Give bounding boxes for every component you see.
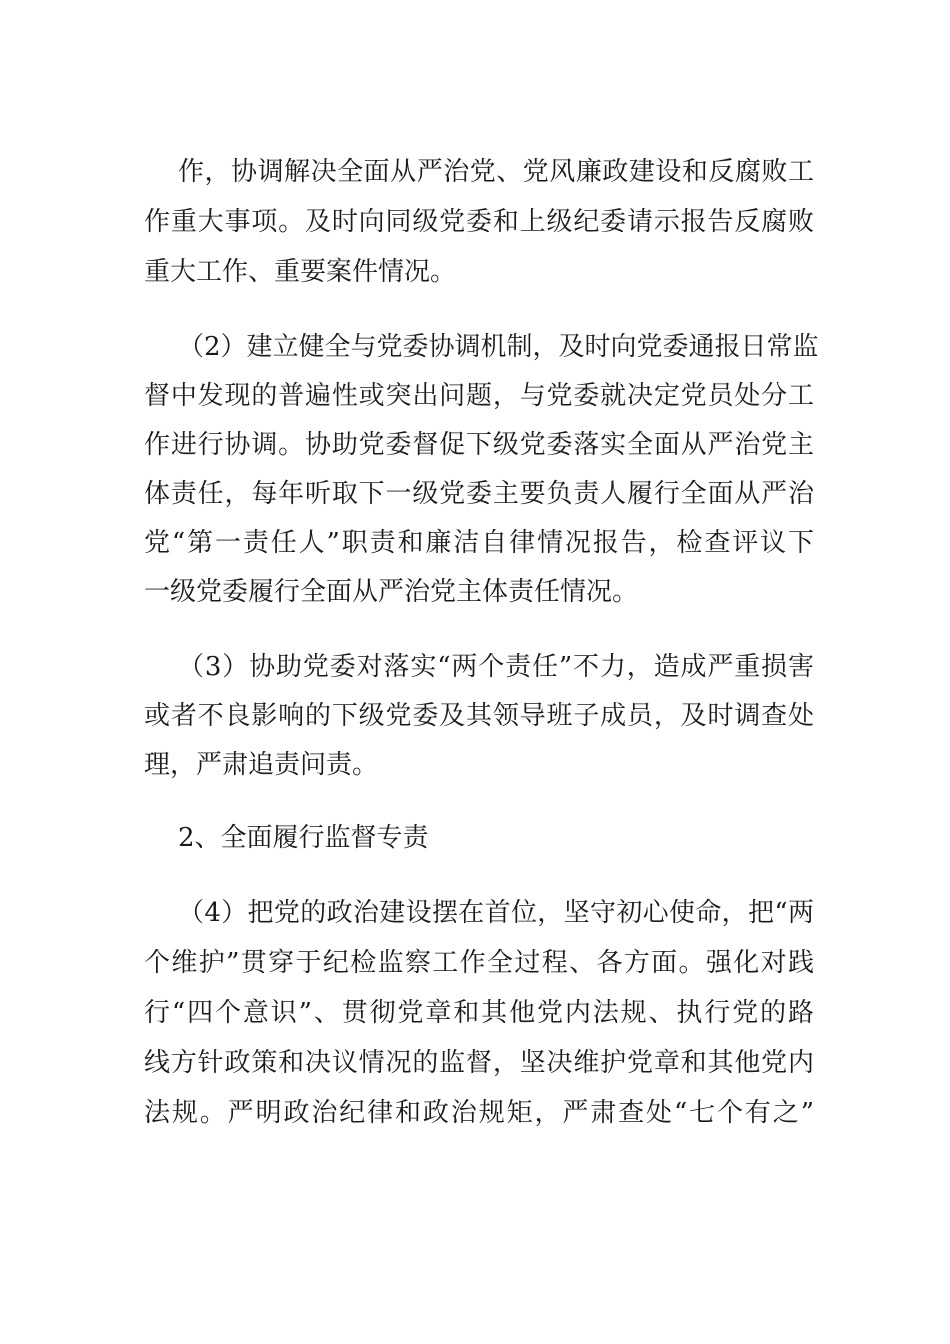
text-line: 行“四个意识”、贯彻党章和其他党内法规、执行党的路 (144, 998, 814, 1028)
text-line: 一级党委履行全面从严治党主体责任情况。 (144, 577, 639, 607)
text-line: 或者不良影响的下级党委及其领导班子成员，及时调查处 (144, 701, 814, 731)
text-line: 重大工作、重要案件情况。 (144, 257, 457, 287)
text-line: 法规。严明政治纪律和政治规矩，严肃查处“七个有之” (144, 1098, 814, 1128)
text-line: （4）把党的政治建设摆在首位，坚守初心使命，把“两 (178, 898, 814, 928)
text-line: 个维护”贯穿于纪检监察工作全过程、各方面。强化对践 (144, 948, 814, 978)
text-line: （2）建立健全与党委协调机制，及时向党委通报日常监 (178, 332, 819, 362)
section-heading: 2、全面履行监督专责 (178, 823, 429, 853)
text-line: 作重大事项。及时向同级党委和上级纪委请示报告反腐败 (144, 207, 814, 237)
text-line: 党“第一责任人”职责和廉洁自律情况报告，检查评议下 (144, 528, 814, 558)
text-line: 体责任，每年听取下一级党委主要负责人履行全面从严治 (144, 479, 814, 509)
text-line: 理，严肃追责问责。 (144, 750, 379, 780)
text-line: （3）协助党委对落实“两个责任”不力，造成严重损害 (178, 652, 814, 682)
text-line: 作进行协调。协助党委督促下级党委落实全面从严治党主 (144, 430, 814, 460)
text-line: 督中发现的普遍性或突出问题，与党委就决定党员处分工 (144, 381, 814, 411)
text-line: 作，协调解决全面从严治党、党风廉政建设和反腐败工 (178, 157, 814, 187)
text-line: 线方针政策和决议情况的监督，坚决维护党章和其他党内 (144, 1048, 814, 1078)
